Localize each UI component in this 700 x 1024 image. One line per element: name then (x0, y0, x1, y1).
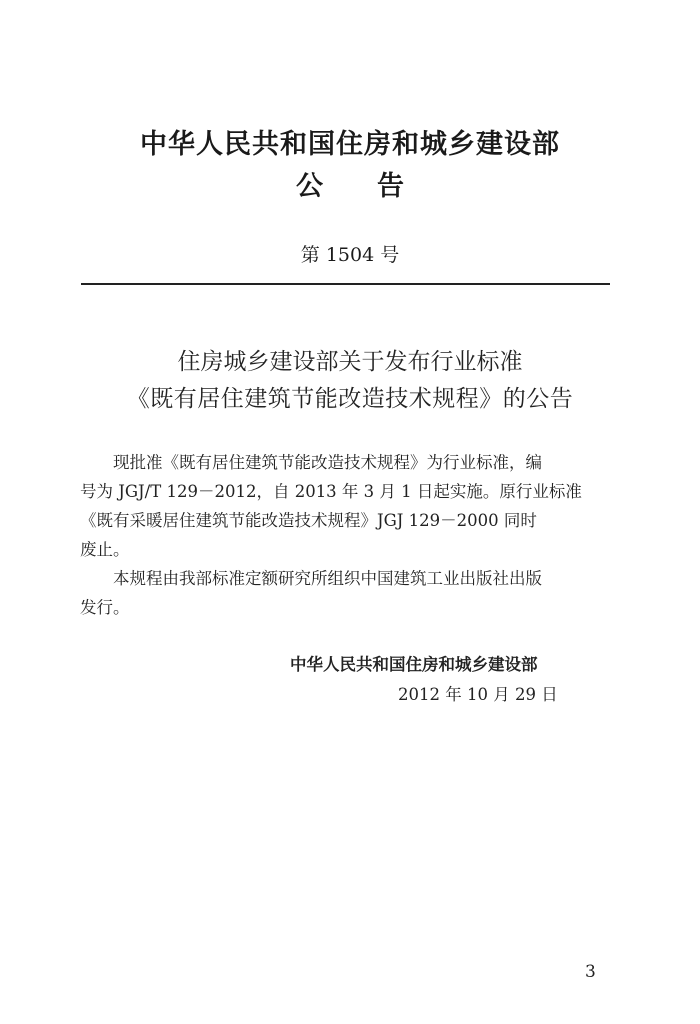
page-number: 3 (585, 962, 596, 982)
document-number: 第 1504 号 (300, 244, 400, 266)
issue-date: 2012 年 10 月 29 日 (398, 685, 558, 704)
paragraph-line: 号为 JGJ/T 129－2012，自 2013 年 3 月 1 日起实施。原行业标准 (80, 482, 582, 501)
notice-title-line-1: 住房城乡建设部关于发布行业标准 (177, 349, 523, 375)
header-divider (81, 283, 610, 285)
paragraph-line: 发行。 (80, 598, 130, 617)
issuer-signature: 中华人民共和国住房和城乡建设部 (290, 655, 538, 674)
paragraph-line: 《既有采暖居住建筑节能改造技术规程》JGJ 129－2000 同时 (80, 511, 537, 530)
paragraph-line: 现批准《既有居住建筑节能改造技术规程》为行业标准，编 (113, 453, 542, 472)
ministry-title: 中华人民共和国住房和城乡建设部 (140, 129, 560, 160)
body-paragraph-1 (80, 448, 610, 564)
notice-title-line-2: 《既有居住建筑节能改造技术规程》的公告 (126, 386, 574, 412)
body-paragraph-2 (80, 564, 610, 622)
paragraph-line: 本规程由我部标准定额研究所组织中国建筑工业出版社出版 (113, 569, 542, 588)
announcement-heading: 公 告 (296, 171, 404, 202)
paragraph-line: 废止。 (80, 540, 130, 559)
